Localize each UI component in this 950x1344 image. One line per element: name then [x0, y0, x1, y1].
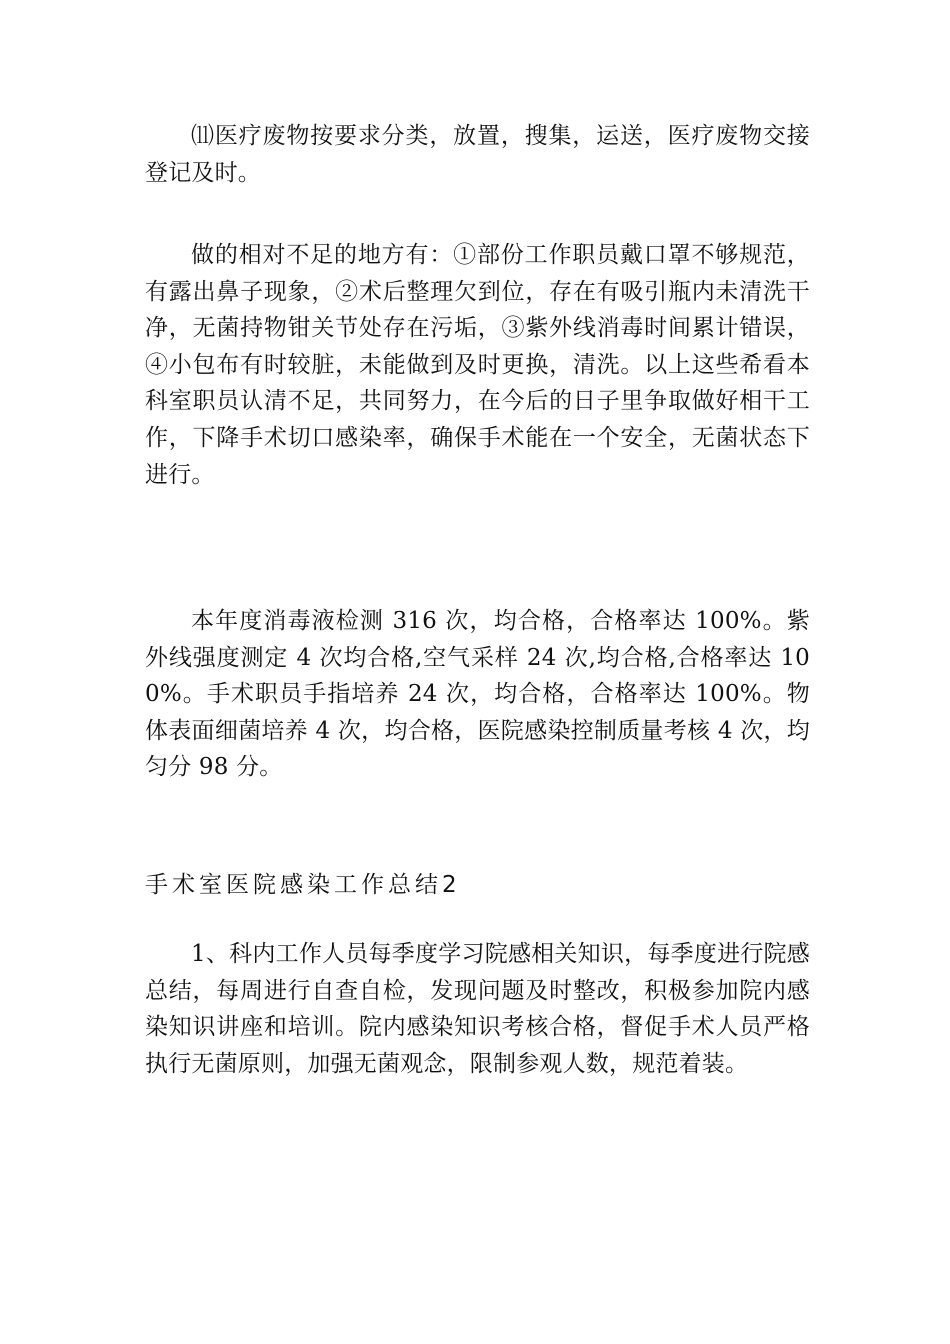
- section-heading: 手术室医院感染工作总结2: [145, 872, 461, 898]
- paragraph-annual-testing: 本年度消毒液检测 316 次，均合格，合格率达 100%。紫外线强度测定 4 次均合格,空气采样 24 次,均合格,合格率达 100%。手术职员手指培养 24 次，均合格，合格率达 100%。物体表面细菌培养 4 次，均合格，医院感染控制质量考核 4 次，均匀分 98 分。: [145, 608, 810, 781]
- paragraph-medical-waste: ⑾医疗废物按要求分类，放置，搜集，运送，医疗废物交接登记及时。: [145, 123, 810, 186]
- paragraph-shortcomings: 做的相对不足的地方有：①部份工作职员戴口罩不够规范，有露出鼻子现象，②术后整理欠到位，存在有吸引瓶内未清洗干净，无菌持物钳关节处存在污垢，③紫外线消毒时间累计错误，④小包布有时较脏，未能做到及时更换，清洗。以上这些希看本科室职员认清不足，共同努力，在今后的日子里争取做好相干工作，下降手术切口感染率，确保手术能在一个安全，无菌状态下进行。: [145, 242, 810, 488]
- paragraph-staff-training: 1、科内工作人员每季度学习院感相关知识，每季度进行院感总结，每周进行自查自检，发现问题及时整改，积极参加院内感染知识讲座和培训。院内感染知识考核合格，督促手术人员严格执行无菌原则，加强无菌观念，限制参观人数，规范着装。: [145, 941, 810, 1077]
